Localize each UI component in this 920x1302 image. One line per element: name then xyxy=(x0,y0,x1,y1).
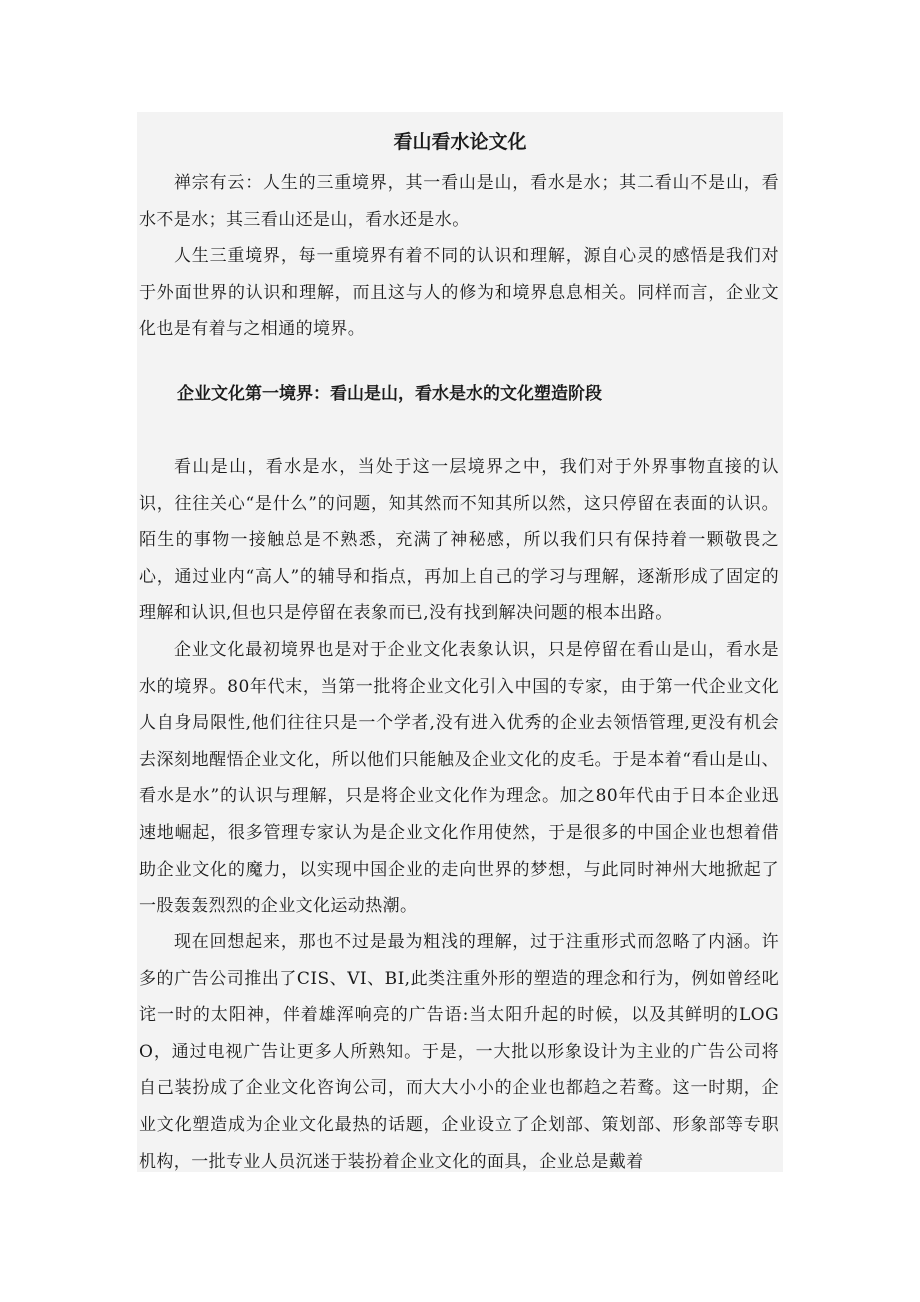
intro-paragraph-1: 禅宗有云：人生的三重境界，其一看山是山，看水是水；其二看山不是山，看水不是水；其三看山还是山，看水还是水。 xyxy=(139,173,779,230)
section-heading: 企业文化第一境界：看山是山，看水是水的文化塑造阶段 xyxy=(177,384,602,404)
body-paragraph-2: 企业文化最初境界也是对于企业文化表象认识，只是停留在看山是山，看水是水的境界。80年代末，当第一批将企业文化引入中国的专家，由于第一代企业文化人自身局限性,他们往往只是一个学者,没有进入优秀的企业去领悟管理,更没有机会去深刻地醒悟企业文化，所以他们只能触及企业文化的皮毛。于是本着“看山是山、看水是水”的认识与理解，只是将企业文化作为理念。加之80年代由于日本企业迅速地崛起，很多管理专家认为是企业文化作用使然，于是很多的中国企业也想着借助企业文化的魔力，以实现中国企业的走向世界的梦想，与此同时神州大地掀起了一股轰轰烈烈的企业文化运动热潮。 xyxy=(139,640,779,917)
intro-paragraph-2: 人生三重境界，每一重境界有着不同的认识和理解，源自心灵的感悟是我们对于外面世界的认识和理解，而且这与人的修为和境界息息相关。同样而言，企业文化也是有着与之相通的境界。 xyxy=(139,246,779,340)
body-paragraph-1: 看山是山，看水是水，当处于这一层境界之中，我们对于外界事物直接的认识，往往关心“是什么”的问题，知其然而不知其所以然，这只停留在表面的认识。陌生的事物一接触总是不熟悉，充满了神秘感，所以我们只有保持着一颗敬畏之心，通过业内“高人”的辅导和指点，再加上自己的学习与理解，逐渐形成了固定的理解和认识,但也只是停留在表象而已,没有找到解决问题的根本出路。 xyxy=(139,457,779,624)
document-title: 看山看水论文化 xyxy=(393,131,527,153)
body-paragraph-3: 现在回想起来，那也不过是最为粗浅的理解，过于注重形式而忽略了内涵。许多的广告公司推出了CIS、VI、BI,此类注重外形的塑造的理念和行为，例如曾经叱诧一时的太阳神，伴着雄浑响亮的广告语:当太阳升起的时候，以及其鲜明的LOGO，通过电视广告让更多人所熟知。于是，一大批以形象设计为主业的广告公司将自己装扮成了企业文化咨询公司，而大大小小的企业也都趋之若鹜。这一时期，企业文化塑造成为企业文化最热的话题，企业设立了企划部、策划部、形象部等专职机构，一批专业人员沉迷于装扮着企业文化的面具，企业总是戴着 xyxy=(139,932,779,1172)
document-page xyxy=(137,112,783,1172)
